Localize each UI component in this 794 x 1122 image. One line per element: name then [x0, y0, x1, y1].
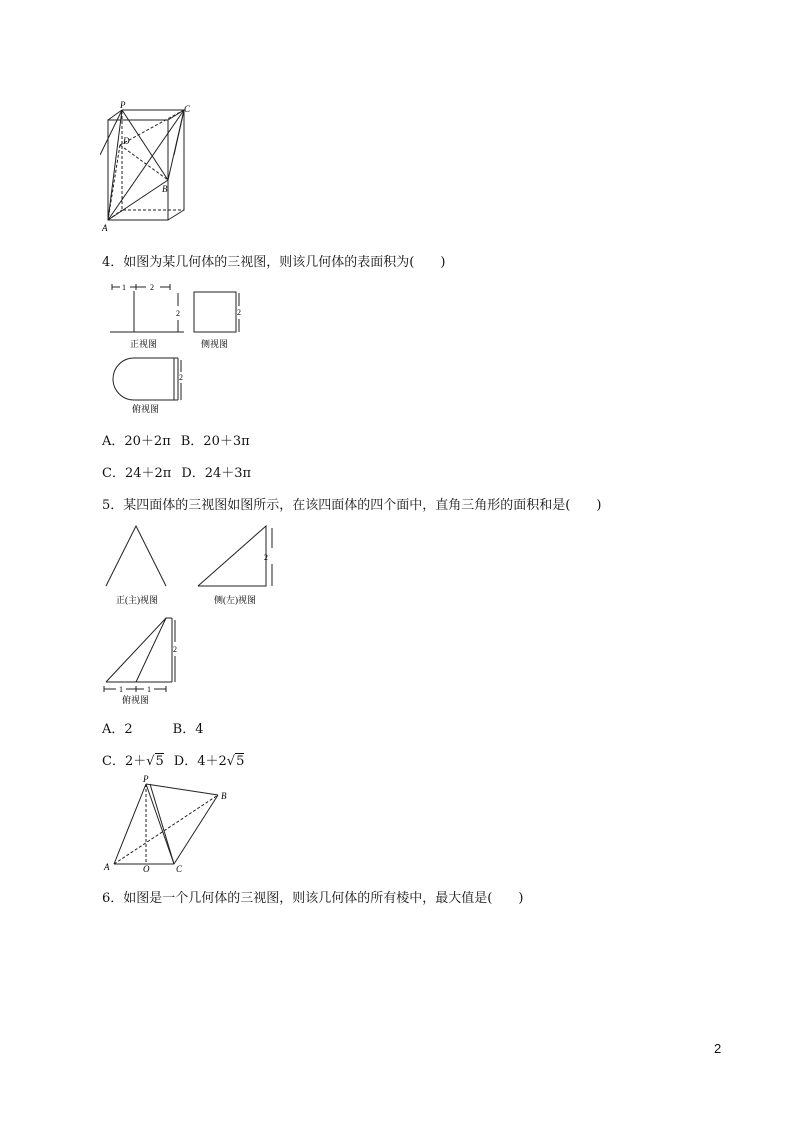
q5-option-c: C．2＋√5: [102, 754, 164, 769]
q5-side-dim: 2: [264, 553, 268, 562]
q4-option-b: B．20＋3π: [180, 434, 250, 449]
q4-three-view-figure: [104, 280, 274, 415]
q5-side-caption: 侧(左)视图: [214, 595, 256, 605]
question-6-text: 6．如图是一个几何体的三视图，则该几何体的所有棱中，最大值是( ): [102, 891, 524, 906]
q5-option-a: A．2: [102, 722, 133, 737]
label-B: B: [162, 184, 168, 194]
q4-option-d: D．24＋3π: [181, 466, 252, 481]
q4-front-caption: 正视图: [130, 339, 158, 349]
q4-option-c: C．24＋2π: [102, 466, 172, 481]
question-5-text: 5．某四面体的三视图如图所示，在该四面体的四个面中，直角三角形的面积和是( ): [102, 498, 602, 513]
q4-options-row-2: [102, 462, 251, 481]
q4-dim-1: 1: [122, 283, 126, 292]
q4-dim-height: 2: [176, 309, 180, 318]
label-A: A: [102, 223, 108, 233]
q5-bottom-dim-1: 1: [119, 685, 123, 694]
q5-options-row-1: [102, 718, 204, 737]
solid-label-C: C: [176, 864, 183, 872]
solid-label-O: O: [143, 864, 150, 872]
q4-options-row-1: [102, 430, 250, 449]
q4-side-caption: 侧视图: [201, 339, 229, 349]
question-4-text: 4．如图为某几何体的三视图，则该几何体的表面积为( ): [102, 255, 446, 270]
q5-option-b: B．4: [172, 722, 204, 737]
solid-label-P: P: [143, 774, 149, 784]
q5-option-d: D．4＋2√5: [173, 754, 245, 769]
q4-dim-side: 2: [237, 308, 241, 317]
q4-top-caption: 俯视图: [132, 404, 160, 414]
q5-three-view-figure: [100, 520, 290, 710]
label-D: D: [123, 136, 130, 146]
q5-solid-figure: [100, 772, 240, 872]
q4-dim-2: 2: [150, 283, 154, 292]
page-number: 2: [714, 1041, 722, 1056]
q4-dim-top: 2: [179, 373, 183, 382]
q5-bottom-dim-2: 1: [147, 685, 151, 694]
label-P: P: [120, 100, 126, 110]
q5-top-dim: 2: [173, 645, 177, 654]
q5-front-caption: 正(主)视图: [116, 595, 158, 605]
q4-option-a: A．20＋2π: [102, 434, 171, 449]
q5-options-row-2: [102, 750, 244, 769]
solid-label-A: A: [104, 862, 110, 872]
cube-figure: [100, 100, 200, 235]
q5-top-caption: 俯视图: [122, 695, 150, 705]
solid-label-B: B: [221, 791, 227, 801]
label-C: C: [184, 104, 191, 114]
